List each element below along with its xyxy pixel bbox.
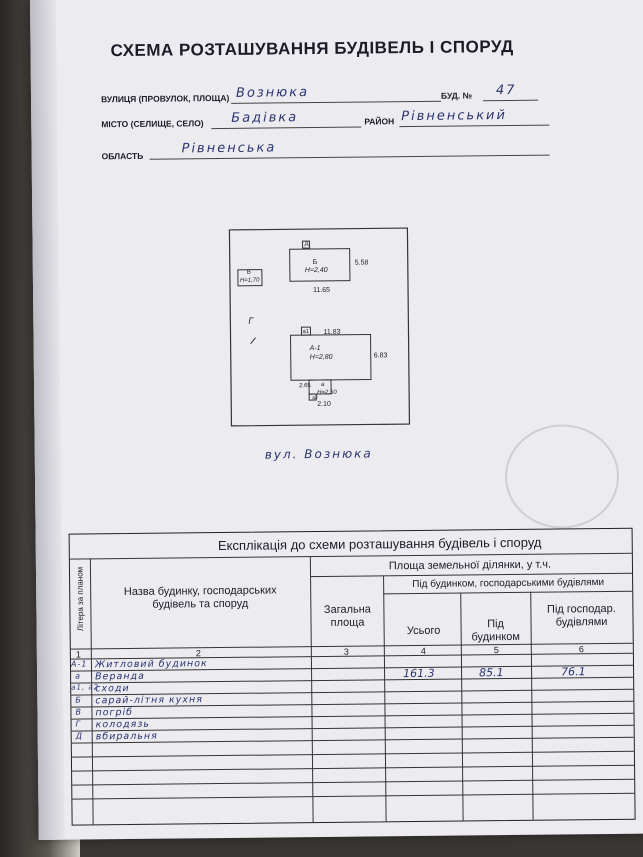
city-value: Бадівка — [231, 110, 299, 126]
document-sheet — [30, 0, 643, 840]
table-line — [72, 793, 634, 800]
plan-b-width: 11.65 — [313, 286, 331, 295]
col-num: 1 — [75, 649, 81, 660]
row-letter: а1, а2 — [71, 683, 100, 692]
table-line — [383, 591, 632, 595]
plan-a-height: Н=2,80 — [309, 353, 333, 362]
row-letter: В — [75, 707, 83, 717]
col-num: 5 — [493, 645, 499, 656]
plan-b-height: Н=2,40 — [304, 266, 328, 275]
table-line — [72, 765, 634, 772]
plan-a-width: 11.83 — [323, 328, 341, 336]
value-house: 85.1 — [479, 666, 504, 680]
col-num: 3 — [343, 646, 349, 657]
table-line — [72, 713, 634, 720]
building-value: 47 — [495, 82, 517, 99]
plan-a-small-height: Н=2,50 — [317, 389, 337, 397]
building-b — [290, 249, 350, 282]
row-letter: Б — [75, 695, 82, 705]
city-underline — [211, 127, 361, 130]
table-line — [72, 779, 634, 786]
plan-a-small-depth: 2.65 — [299, 383, 311, 390]
plan-v-label: В — [246, 269, 251, 276]
col-name-header: Назва будинку, господарських будівель та споруд — [123, 584, 277, 611]
plan-g-label: Г — [248, 315, 254, 326]
district-underline — [399, 125, 549, 128]
stamp-seal — [504, 424, 619, 529]
col-letter-header: Літера за планом — [75, 566, 86, 632]
street-caption: вул. Вознюка — [264, 446, 373, 462]
col-farm-header: Під господар. будівлями — [546, 602, 616, 629]
plan-v-height: Н=1,70 — [239, 277, 260, 284]
plan-a-small-width: 2.10 — [317, 400, 331, 409]
table-line — [71, 643, 633, 650]
plan-d-mark: Д — [304, 241, 309, 248]
table-heading: Експлікація до схеми розташування будівель і споруд — [217, 534, 542, 554]
row-letter: а — [75, 671, 82, 681]
explication-table — [69, 528, 636, 826]
row-name: Веранда — [95, 670, 145, 683]
row-name: Житловий будинок — [94, 658, 208, 671]
plot-boundary — [229, 228, 409, 426]
row-name: погріб — [95, 706, 134, 719]
plan-a2-mark: а2 — [312, 395, 318, 402]
well-g-marker — [251, 338, 256, 344]
plan-a-small-label: а — [321, 381, 325, 388]
street-underline — [231, 101, 441, 104]
col-all-header: Усього — [406, 624, 441, 638]
col-area-header: Площа земельної ділянки, у т.ч. — [388, 558, 552, 573]
table-line — [71, 677, 633, 684]
row-name: колодязь — [95, 718, 151, 731]
row-name: вбиральня — [95, 730, 158, 743]
district-value: Рівненський — [401, 108, 507, 125]
plan-a-depth: 6.83 — [373, 352, 388, 360]
region-value: Рівненська — [181, 140, 277, 157]
building-label: БУД. № — [440, 90, 473, 101]
col-num: 4 — [420, 645, 426, 656]
site-plan — [227, 216, 430, 478]
row-letter: Г — [75, 719, 82, 729]
table-line — [383, 575, 387, 821]
row-letter: А-1 — [70, 659, 88, 669]
plan-a-label: А-1 — [309, 344, 321, 353]
plan-b-depth: 5.58 — [354, 259, 369, 267]
col-num: 2 — [195, 648, 201, 659]
row-name: сарай-літня кухня — [95, 694, 204, 707]
row-letter: Д — [75, 731, 84, 741]
col-num: 6 — [578, 644, 584, 655]
document-title: СХЕМА РОЗТАШУВАННЯ БУДІВЕЛЬ І СПОРУД — [110, 36, 514, 61]
plan-a1-mark: а1 — [302, 329, 310, 336]
plan-b-label: Б — [312, 259, 318, 267]
row-name: сходи — [95, 682, 130, 695]
col-total-header: Загальна площа — [323, 603, 371, 629]
city-label: МІСТО (СЕЛИЩЕ, СЕЛО) — [101, 118, 204, 130]
table-line — [72, 751, 634, 758]
region-label: ОБЛАСТЬ — [101, 150, 144, 162]
value-farm: 76.1 — [560, 665, 586, 679]
value-all: 161.3 — [403, 666, 435, 681]
street-value: Вознюка — [235, 85, 310, 101]
col-house-header: Під будинком — [471, 618, 520, 644]
building-underline — [483, 100, 538, 102]
street-label: ВУЛИЦЯ (ПРОВУЛОК, ПЛОЩА) — [100, 92, 230, 105]
col-under-header: Під будинком, господарськими будівлями — [412, 577, 605, 591]
district-label: РАЙОН — [364, 116, 395, 127]
